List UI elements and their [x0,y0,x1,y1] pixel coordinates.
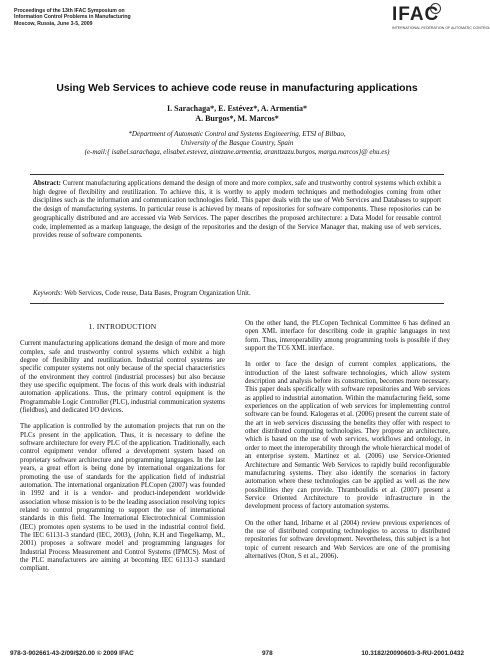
divider [30,303,444,304]
page-footer [10,650,464,660]
body-paragraph: In order to face the design of current complex applications, the introduction of the latest software technologies, which allow system description and analysis before its construction, becomes more necessary. This paper deals specifically with software repositories and Web services as applied to industrial automation. Within the manufacturing field, some experiences on the application of web services for implementing control software can be found. Kalogeras et al. (2006) present the current state of the art in web services discussing the benefits they offer with respect to other distributed computing technologies. They propose an architecture, which is based on the use of web services, workflows and ontology, in order to meet the interoperability through the whole hierarchical model of an enterprise system. Martinez et al. (2006) use Service-Oriented Architecture and Semantic Web Services to rapidly build reconfigurable manufacturing systems. They also identify the scenarios in factory automation where these technologies can be applied as well as the new possibilities they can provide. Thramboulidis et al. (2007) present a Service Oriented Architecture to provide infrastructure in the development process of factory automation systems. [245,361,450,511]
page-number: 978 [262,650,273,657]
keywords-text: Web Services, Code reuse, Data Bases, Program Organization Unit. [64,290,251,297]
abstract-text: Current manufacturing applications demand the design of more and more complex, safe and trustworthy control systems which exhibit a high degree of flexibility and reutilization. To achieve this, it is worthy to apply modern techniques and methodologies coming from other disciplines such as the information and communication technologies field. This paper deals with the use of Web Services and Databases to support the design of manufacturing systems. In particular reuse is achieved by means of repositories for software components. These repositories can be geographically distributed and are accessed via Web Services. The paper describes the proposed architecture: a Data Model for reusable control code, implemented as a markup language, the design of the repositories and the design of the Service Manager that, making use of web services, provides reuse of software components. [33,180,441,240]
left-column [20,323,225,582]
affiliation [20,130,454,158]
section-heading: 1. INTRODUCTION [88,322,157,331]
ifac-logo [392,4,490,35]
body-paragraph: On the other hand, the PLCopen Technical Committee 6 has defined an open XML interface for describing code in graphic languages in text form. Thus, interoperability among programming tools is possible if they support the TC6 XML interface. [245,320,450,353]
body-paragraph: Current manufacturing applications demand the design of more and more complex, safe and trustworthy control systems which exhibit a high degree of flexibility and reutilization. Industrial control systems are specific computer systems not only because of the special characteristics of the environment they control (industrial processes) but also because they use specific equipment. The focus of this work deals with industrial automation applications. Thus, the primary control equipment is the Programmable Logic Controller (PLC), industrial communication systems (fieldbus), and dedicated I/O devices. [20,340,225,415]
ifac-logo-subtitle: INTERNATIONAL FEDERATION OF AUTOMATIC CONTROL [392,26,490,30]
keywords-label: Keywords: [33,290,63,297]
keywords [33,290,441,299]
author-line: I. Sarachaga*, E. Estévez*, A. Armentia* [167,104,307,113]
affiliation-line: *Department of Automatic Control and Systems Engineering, ETSI of Bilbao, [128,130,346,138]
proceedings-line: Moscow, Russia, June 3-5, 2009 [14,20,93,27]
globe-icon [430,3,441,14]
footer-doi: 10.3182/20090603-3-RU-2001.0432 [361,650,464,657]
paper-title: Using Web Services to achieve code reuse in manufacturing applications [56,83,418,94]
divider [30,174,444,175]
author-list [20,104,454,124]
body-paragraph: On the other hand, Iribarne et al (2004) review previous experiences of the use of distributed computing technologies to access to distributed repositories for software development. Nevertheless, this subject is a hot topic of current research and Web Services are one of the promising alternatives (Oton, S et al., 2006). [245,519,450,560]
proceedings-header [14,8,254,27]
right-column [245,320,450,569]
affiliation-line: (e-mail:{ isabel.sarachaga, elisabet.estevez, aintzane.armentia, aranttzazu.burgos, marga.marcos}@ ehu.es) [84,148,390,157]
body-paragraph: The application is controlled by the automation projects that run on the PLCs present in the application. Thus, it is necessary to define the software architecture for every PLC of the application. Traditionally, each control equipment vendor offered a development system based on proprietary software architecture and programming languages. In the last years, a great effort is being done by international organizations for promoting the use of standards for the application field of industrial automation. The international organization PLCopen (2007) was founded in 1992 and it is a vendor- and product-independent worldwide association whose mission is to be the leading association resolving topics related to control programming to support the use of international standards in this field. The International Electrotechnical Commission (IEC) promotes open systems to be used in the industrial control field. The IEC 61131-3 standard (IEC, 2003), (John, K.H and Tiegelkamp, M., 2001) proposes a software model and programming languages for Industrial Process Measurement and Control Systems (IPMCS). Most of the PLC manufacturers are aiming at becoming IEC 61131-3 standard compliant. [20,423,225,573]
affiliation-line: University of the Basque Country, Spain [180,139,294,148]
author-line: A. Burgos*, M. Marcos* [195,114,279,123]
abstract-label: Abstract: [33,180,61,187]
footer-isbn: 978-3-902661-43-2/09/$20.00 © 2009 IFAC [10,650,134,657]
abstract [33,180,441,241]
ifac-logo-text: IFAC [392,4,440,25]
proceedings-line: Information Control Problems in Manufacturing [14,14,131,21]
proceedings-line: Proceedings of the 13th IFAC Symposium on [14,8,125,14]
